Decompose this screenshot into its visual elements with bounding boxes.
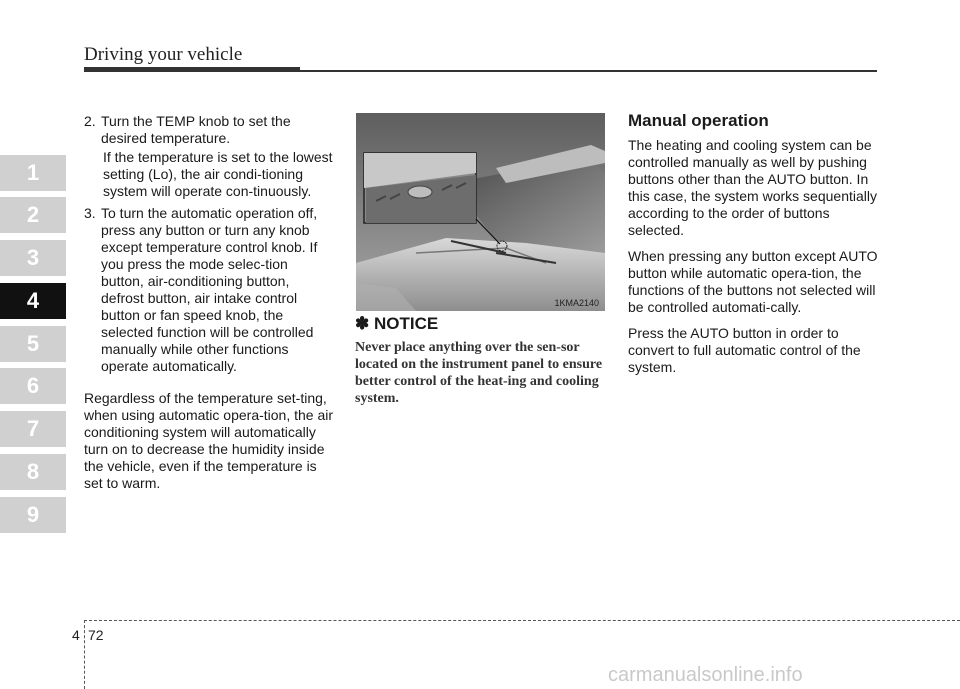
footer-vertical-rule	[84, 620, 85, 689]
footer-rule	[84, 620, 960, 621]
list-item-3-text: To turn the automatic operation off, press any button or turn any knob except temperature control knob. If you press the mode selec-tion button, air-conditioning button, defrost button, air intake control button or fan speed knob, the selected function will be controlled manually while other functions operate automatically.	[101, 205, 318, 374]
chapter-tab-7[interactable]: 7	[0, 411, 66, 447]
manual-operation-paragraph-3: Press the AUTO button in order to convert to full automatic control of the system.	[628, 325, 861, 375]
chapter-tab-9[interactable]: 9	[0, 497, 66, 533]
photo-caption: 1KMA2140	[554, 298, 599, 308]
list-item-2-text: Turn the TEMP knob to set the desired temperature.	[101, 113, 291, 146]
watermark: carmanualsonline.info	[608, 664, 803, 686]
list-item-2-note: If the temperature is set to the lowest setting (Lo), the air condi-tioning system will operate con-tinuously.	[103, 149, 333, 199]
page-chapter-number: 4	[72, 627, 80, 643]
list-item-2-number: 2.	[84, 113, 96, 129]
chapter-tab-4[interactable]: 4	[0, 283, 66, 319]
header-rule-thin	[300, 70, 877, 72]
manual-operation-paragraph-1: The heating and cooling system can be controlled manually as well by pushing buttons other than the AUTO button. In this case, the system works sequentially according to the order of buttons selected.	[628, 137, 877, 238]
section-title-manual-operation: Manual operation	[628, 111, 769, 130]
notice-heading-label: NOTICE	[373, 314, 439, 333]
right-column	[628, 137, 878, 376]
notice-text: Never place anything over the sen-sor located on the instrument panel to ensure better control of the heat-ing and cooling system.	[355, 340, 603, 406]
notice-heading	[355, 314, 438, 334]
temperature-paragraph: Regardless of the temperature set-ting, when using automatic opera-tion, the air conditioning system will automatically turn on to decrease the humidity inside the vehicle, even if the temperature is set to warm.	[84, 390, 334, 491]
chapter-tab-3[interactable]: 3	[0, 240, 66, 276]
manual-operation-paragraph-2: When pressing any button except AUTO button while automatic opera-tion, the functions of the buttons not selected will be controlled automati-cally.	[628, 248, 878, 315]
chapter-tab-5[interactable]: 5	[0, 326, 66, 362]
list-item-3-number: 3.	[84, 205, 96, 221]
header-rule-thick	[84, 67, 300, 72]
notice-icon: ✽	[355, 314, 370, 333]
chapter-tab-1[interactable]: 1	[0, 155, 66, 191]
left-column	[84, 113, 334, 492]
list-item-3	[84, 205, 334, 375]
chapter-tab-6[interactable]: 6	[0, 368, 66, 404]
chapter-tab-2[interactable]: 2	[0, 197, 66, 233]
list-item-2	[84, 113, 334, 147]
page-number: 72	[88, 627, 104, 643]
chapter-tab-8[interactable]: 8	[0, 454, 66, 490]
car-hood-illustration	[356, 113, 605, 311]
page-header-title: Driving your vehicle	[84, 44, 243, 65]
windshield-sensor-photo	[356, 113, 605, 311]
